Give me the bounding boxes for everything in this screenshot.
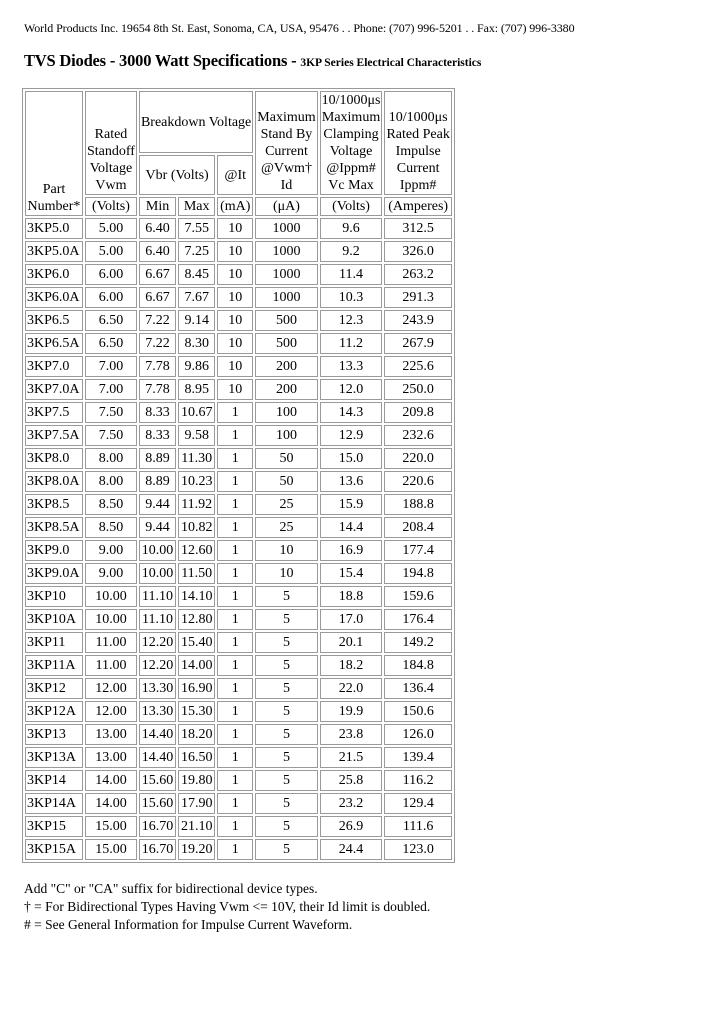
cell-clamping-voltage: 11.4 xyxy=(320,264,383,285)
cell-standby-current: 100 xyxy=(255,425,317,446)
cell-clamping-voltage: 22.0 xyxy=(320,678,383,699)
header-standby-current: Maximum Stand By Current @Vwm† Id xyxy=(255,91,317,195)
header-vbr: Vbr (Volts) xyxy=(139,155,215,195)
cell-standby-current: 500 xyxy=(255,333,317,354)
table-row xyxy=(25,724,452,745)
cell-standby-current: 5 xyxy=(255,747,317,768)
cell-standoff-voltage: 5.00 xyxy=(85,218,137,239)
cell-test-current: 10 xyxy=(217,333,253,354)
cell-vbr-max: 7.67 xyxy=(178,287,215,308)
cell-standby-current: 1000 xyxy=(255,241,317,262)
cell-standoff-voltage: 9.00 xyxy=(85,563,137,584)
cell-clamping-voltage: 11.2 xyxy=(320,333,383,354)
cell-part-number: 3KP6.5A xyxy=(25,333,83,354)
cell-vbr-max: 9.86 xyxy=(178,356,215,377)
cell-peak-current: 139.4 xyxy=(384,747,451,768)
cell-vbr-min: 6.40 xyxy=(139,241,176,262)
table-row xyxy=(25,494,452,515)
cell-test-current: 1 xyxy=(217,770,253,791)
cell-part-number: 3KP14A xyxy=(25,793,83,814)
cell-vbr-max: 11.30 xyxy=(178,448,215,469)
cell-standoff-voltage: 11.00 xyxy=(85,655,137,676)
table-row xyxy=(25,793,452,814)
cell-test-current: 10 xyxy=(217,379,253,400)
cell-vbr-min: 14.40 xyxy=(139,724,176,745)
page-title xyxy=(24,51,481,71)
cell-peak-current: 243.9 xyxy=(384,310,451,331)
cell-standby-current: 5 xyxy=(255,655,317,676)
cell-vbr-max: 7.55 xyxy=(178,218,215,239)
note-suffix: Add "C" or "CA" suffix for bidirectional device types. xyxy=(24,881,318,896)
cell-peak-current: 225.6 xyxy=(384,356,451,377)
cell-clamping-voltage: 20.1 xyxy=(320,632,383,653)
cell-clamping-voltage: 26.9 xyxy=(320,816,383,837)
cell-vbr-max: 16.50 xyxy=(178,747,215,768)
cell-test-current: 1 xyxy=(217,678,253,699)
cell-standoff-voltage: 12.00 xyxy=(85,678,137,699)
table-row xyxy=(25,356,452,377)
cell-vbr-max: 16.90 xyxy=(178,678,215,699)
cell-part-number: 3KP7.0 xyxy=(25,356,83,377)
cell-standoff-voltage: 15.00 xyxy=(85,816,137,837)
cell-part-number: 3KP7.5 xyxy=(25,402,83,423)
cell-standby-current: 5 xyxy=(255,839,317,860)
table-row xyxy=(25,333,452,354)
cell-clamping-voltage: 12.0 xyxy=(320,379,383,400)
cell-part-number: 3KP14 xyxy=(25,770,83,791)
cell-clamping-voltage: 23.2 xyxy=(320,793,383,814)
cell-vbr-max: 18.20 xyxy=(178,724,215,745)
cell-part-number: 3KP8.0A xyxy=(25,471,83,492)
cell-vbr-max: 10.82 xyxy=(178,517,215,538)
cell-vbr-max: 11.50 xyxy=(178,563,215,584)
header-it-unit: (mA) xyxy=(217,197,253,216)
cell-clamping-voltage: 15.9 xyxy=(320,494,383,515)
cell-part-number: 3KP8.5A xyxy=(25,517,83,538)
cell-vbr-min: 16.70 xyxy=(139,816,176,837)
cell-peak-current: 129.4 xyxy=(384,793,451,814)
cell-vbr-min: 15.60 xyxy=(139,793,176,814)
table-row xyxy=(25,241,452,262)
cell-clamping-voltage: 21.5 xyxy=(320,747,383,768)
cell-part-number: 3KP6.0 xyxy=(25,264,83,285)
cell-test-current: 1 xyxy=(217,839,253,860)
cell-standoff-voltage: 6.50 xyxy=(85,310,137,331)
table-row xyxy=(25,218,452,239)
cell-part-number: 3KP5.0A xyxy=(25,241,83,262)
cell-peak-current: 326.0 xyxy=(384,241,451,262)
cell-standoff-voltage: 14.00 xyxy=(85,793,137,814)
cell-vbr-max: 8.30 xyxy=(178,333,215,354)
cell-peak-current: 232.6 xyxy=(384,425,451,446)
cell-standby-current: 10 xyxy=(255,563,317,584)
cell-standoff-voltage: 6.00 xyxy=(85,287,137,308)
header-vc-unit: (Volts) xyxy=(320,197,383,216)
header-part-number: Part Number* xyxy=(25,91,83,216)
cell-peak-current: 136.4 xyxy=(384,678,451,699)
cell-test-current: 1 xyxy=(217,448,253,469)
cell-standby-current: 5 xyxy=(255,632,317,653)
cell-peak-current: 208.4 xyxy=(384,517,451,538)
cell-vbr-max: 10.67 xyxy=(178,402,215,423)
cell-clamping-voltage: 12.3 xyxy=(320,310,383,331)
cell-part-number: 3KP10 xyxy=(25,586,83,607)
cell-peak-current: 263.2 xyxy=(384,264,451,285)
cell-test-current: 1 xyxy=(217,494,253,515)
company-address: World Products Inc. 19654 8th St. East, Sonoma, CA, USA, 95476 . . Phone: (707) 996-5201 . . Fax: (707) 996-3380 xyxy=(24,21,575,35)
cell-standoff-voltage: 6.00 xyxy=(85,264,137,285)
cell-clamping-voltage: 18.2 xyxy=(320,655,383,676)
cell-standby-current: 25 xyxy=(255,517,317,538)
cell-vbr-min: 16.70 xyxy=(139,839,176,860)
cell-test-current: 1 xyxy=(217,724,253,745)
cell-standoff-voltage: 13.00 xyxy=(85,724,137,745)
cell-part-number: 3KP13 xyxy=(25,724,83,745)
cell-part-number: 3KP11 xyxy=(25,632,83,653)
cell-standoff-voltage: 7.00 xyxy=(85,356,137,377)
cell-peak-current: 184.8 xyxy=(384,655,451,676)
cell-vbr-min: 8.33 xyxy=(139,402,176,423)
cell-vbr-min: 12.20 xyxy=(139,655,176,676)
cell-test-current: 1 xyxy=(217,609,253,630)
specifications-table xyxy=(22,88,455,863)
cell-clamping-voltage: 12.9 xyxy=(320,425,383,446)
title-main: TVS Diodes - 3000 Watt Specifications - xyxy=(24,51,301,70)
cell-test-current: 10 xyxy=(217,310,253,331)
cell-clamping-voltage: 16.9 xyxy=(320,540,383,561)
title-subtitle: 3KP Series Electrical Characteristics xyxy=(300,57,482,69)
cell-standby-current: 50 xyxy=(255,448,317,469)
cell-part-number: 3KP8.0 xyxy=(25,448,83,469)
cell-part-number: 3KP12A xyxy=(25,701,83,722)
cell-standoff-voltage: 8.50 xyxy=(85,494,137,515)
cell-test-current: 1 xyxy=(217,816,253,837)
table-row xyxy=(25,563,452,584)
cell-standoff-voltage: 15.00 xyxy=(85,839,137,860)
header-test-current: @It xyxy=(217,155,253,195)
table-row xyxy=(25,287,452,308)
cell-vbr-min: 13.30 xyxy=(139,678,176,699)
cell-vbr-min: 9.44 xyxy=(139,494,176,515)
cell-vbr-max: 9.58 xyxy=(178,425,215,446)
cell-standby-current: 50 xyxy=(255,471,317,492)
cell-standoff-voltage: 5.00 xyxy=(85,241,137,262)
cell-standoff-voltage: 7.50 xyxy=(85,402,137,423)
cell-test-current: 1 xyxy=(217,632,253,653)
cell-test-current: 10 xyxy=(217,264,253,285)
cell-peak-current: 188.8 xyxy=(384,494,451,515)
cell-vbr-min: 6.67 xyxy=(139,264,176,285)
cell-peak-current: 267.9 xyxy=(384,333,451,354)
cell-vbr-min: 8.89 xyxy=(139,448,176,469)
header-max: Max xyxy=(178,197,215,216)
cell-standoff-voltage: 8.00 xyxy=(85,448,137,469)
table-row xyxy=(25,747,452,768)
cell-vbr-min: 15.60 xyxy=(139,770,176,791)
header-vwm-unit: (Volts) xyxy=(85,197,137,216)
cell-vbr-min: 9.44 xyxy=(139,517,176,538)
cell-test-current: 1 xyxy=(217,402,253,423)
cell-vbr-max: 12.60 xyxy=(178,540,215,561)
cell-standby-current: 5 xyxy=(255,609,317,630)
cell-clamping-voltage: 14.3 xyxy=(320,402,383,423)
cell-peak-current: 150.6 xyxy=(384,701,451,722)
cell-vbr-max: 12.80 xyxy=(178,609,215,630)
cell-peak-current: 220.0 xyxy=(384,448,451,469)
cell-standoff-voltage: 12.00 xyxy=(85,701,137,722)
cell-standoff-voltage: 7.00 xyxy=(85,379,137,400)
cell-vbr-min: 14.40 xyxy=(139,747,176,768)
cell-peak-current: 312.5 xyxy=(384,218,451,239)
cell-vbr-min: 7.22 xyxy=(139,333,176,354)
cell-standby-current: 5 xyxy=(255,724,317,745)
table-row xyxy=(25,678,452,699)
cell-test-current: 1 xyxy=(217,793,253,814)
cell-standby-current: 5 xyxy=(255,793,317,814)
cell-peak-current: 123.0 xyxy=(384,839,451,860)
footnotes xyxy=(24,880,430,934)
table-row xyxy=(25,655,452,676)
cell-clamping-voltage: 15.0 xyxy=(320,448,383,469)
cell-test-current: 1 xyxy=(217,747,253,768)
table-row xyxy=(25,471,452,492)
cell-clamping-voltage: 24.4 xyxy=(320,839,383,860)
cell-standoff-voltage: 14.00 xyxy=(85,770,137,791)
cell-part-number: 3KP5.0 xyxy=(25,218,83,239)
cell-clamping-voltage: 9.6 xyxy=(320,218,383,239)
cell-standby-current: 5 xyxy=(255,816,317,837)
cell-test-current: 1 xyxy=(217,425,253,446)
cell-vbr-min: 7.78 xyxy=(139,379,176,400)
cell-vbr-max: 19.80 xyxy=(178,770,215,791)
cell-standoff-voltage: 8.00 xyxy=(85,471,137,492)
cell-vbr-max: 8.95 xyxy=(178,379,215,400)
cell-clamping-voltage: 15.4 xyxy=(320,563,383,584)
cell-vbr-max: 7.25 xyxy=(178,241,215,262)
cell-vbr-max: 14.00 xyxy=(178,655,215,676)
cell-part-number: 3KP15 xyxy=(25,816,83,837)
cell-standby-current: 200 xyxy=(255,356,317,377)
cell-vbr-max: 19.20 xyxy=(178,839,215,860)
cell-peak-current: 159.6 xyxy=(384,586,451,607)
table-row xyxy=(25,264,452,285)
header-peak-impulse-current: 10/1000μs Rated Peak Impulse Current Ippm# xyxy=(384,91,451,195)
cell-vbr-max: 17.90 xyxy=(178,793,215,814)
cell-standoff-voltage: 13.00 xyxy=(85,747,137,768)
cell-test-current: 10 xyxy=(217,356,253,377)
cell-peak-current: 209.8 xyxy=(384,402,451,423)
cell-vbr-min: 10.00 xyxy=(139,540,176,561)
cell-part-number: 3KP12 xyxy=(25,678,83,699)
cell-standby-current: 1000 xyxy=(255,264,317,285)
cell-part-number: 3KP6.5 xyxy=(25,310,83,331)
table-row xyxy=(25,770,452,791)
cell-test-current: 1 xyxy=(217,655,253,676)
cell-peak-current: 220.6 xyxy=(384,471,451,492)
cell-vbr-min: 11.10 xyxy=(139,609,176,630)
cell-vbr-min: 12.20 xyxy=(139,632,176,653)
cell-peak-current: 126.0 xyxy=(384,724,451,745)
cell-test-current: 1 xyxy=(217,517,253,538)
cell-part-number: 3KP8.5 xyxy=(25,494,83,515)
table-row xyxy=(25,839,452,860)
table-row xyxy=(25,448,452,469)
cell-clamping-voltage: 18.8 xyxy=(320,586,383,607)
cell-peak-current: 176.4 xyxy=(384,609,451,630)
table-row xyxy=(25,402,452,423)
table-row xyxy=(25,816,452,837)
cell-test-current: 10 xyxy=(217,241,253,262)
cell-peak-current: 149.2 xyxy=(384,632,451,653)
cell-peak-current: 194.8 xyxy=(384,563,451,584)
cell-standoff-voltage: 10.00 xyxy=(85,586,137,607)
cell-vbr-max: 11.92 xyxy=(178,494,215,515)
cell-standoff-voltage: 10.00 xyxy=(85,609,137,630)
cell-clamping-voltage: 19.9 xyxy=(320,701,383,722)
note-bidirectional: † = For Bidirectional Types Having Vwm <= 10V, their Id limit is doubled. xyxy=(24,899,431,914)
cell-test-current: 1 xyxy=(217,586,253,607)
cell-test-current: 1 xyxy=(217,540,253,561)
cell-vbr-max: 15.30 xyxy=(178,701,215,722)
cell-clamping-voltage: 13.6 xyxy=(320,471,383,492)
cell-standoff-voltage: 7.50 xyxy=(85,425,137,446)
cell-part-number: 3KP9.0 xyxy=(25,540,83,561)
cell-standoff-voltage: 8.50 xyxy=(85,517,137,538)
cell-test-current: 10 xyxy=(217,218,253,239)
cell-part-number: 3KP7.0A xyxy=(25,379,83,400)
cell-standoff-voltage: 6.50 xyxy=(85,333,137,354)
table-body xyxy=(25,218,452,860)
cell-clamping-voltage: 10.3 xyxy=(320,287,383,308)
cell-standby-current: 10 xyxy=(255,540,317,561)
cell-vbr-min: 8.89 xyxy=(139,471,176,492)
cell-clamping-voltage: 17.0 xyxy=(320,609,383,630)
cell-standby-current: 500 xyxy=(255,310,317,331)
cell-peak-current: 250.0 xyxy=(384,379,451,400)
cell-part-number: 3KP11A xyxy=(25,655,83,676)
cell-clamping-voltage: 13.3 xyxy=(320,356,383,377)
table-row xyxy=(25,379,452,400)
table-row xyxy=(25,586,452,607)
cell-part-number: 3KP9.0A xyxy=(25,563,83,584)
cell-standby-current: 25 xyxy=(255,494,317,515)
table-row xyxy=(25,517,452,538)
cell-vbr-max: 14.10 xyxy=(178,586,215,607)
header-breakdown-voltage: Breakdown Voltage xyxy=(139,91,253,153)
cell-clamping-voltage: 14.4 xyxy=(320,517,383,538)
cell-standoff-voltage: 9.00 xyxy=(85,540,137,561)
cell-vbr-min: 8.33 xyxy=(139,425,176,446)
header-ippm-unit: (Amperes) xyxy=(384,197,451,216)
cell-vbr-max: 15.40 xyxy=(178,632,215,653)
cell-standby-current: 5 xyxy=(255,701,317,722)
cell-vbr-min: 6.67 xyxy=(139,287,176,308)
cell-peak-current: 291.3 xyxy=(384,287,451,308)
cell-peak-current: 116.2 xyxy=(384,770,451,791)
cell-standby-current: 200 xyxy=(255,379,317,400)
cell-test-current: 10 xyxy=(217,287,253,308)
cell-part-number: 3KP10A xyxy=(25,609,83,630)
cell-vbr-max: 8.45 xyxy=(178,264,215,285)
cell-part-number: 3KP15A xyxy=(25,839,83,860)
cell-vbr-min: 6.40 xyxy=(139,218,176,239)
cell-standby-current: 1000 xyxy=(255,287,317,308)
cell-clamping-voltage: 25.8 xyxy=(320,770,383,791)
table-row xyxy=(25,632,452,653)
table-row xyxy=(25,540,452,561)
cell-standoff-voltage: 11.00 xyxy=(85,632,137,653)
cell-standby-current: 100 xyxy=(255,402,317,423)
cell-vbr-max: 10.23 xyxy=(178,471,215,492)
header-clamping-voltage: 10/1000μs Maximum Clamping Voltage @Ippm# Vc Max xyxy=(321,93,381,193)
cell-vbr-min: 13.30 xyxy=(139,701,176,722)
table-row xyxy=(25,310,452,331)
note-waveform: # = See General Information for Impulse Current Waveform. xyxy=(24,917,353,932)
cell-vbr-min: 10.00 xyxy=(139,563,176,584)
cell-part-number: 3KP7.5A xyxy=(25,425,83,446)
cell-peak-current: 111.6 xyxy=(384,816,451,837)
header-id-unit: (μA) xyxy=(255,197,317,216)
cell-standby-current: 1000 xyxy=(255,218,317,239)
header-min: Min xyxy=(139,197,176,216)
header-standoff-voltage: Rated Standoff Voltage Vwm xyxy=(85,91,137,195)
cell-test-current: 1 xyxy=(217,701,253,722)
cell-vbr-min: 7.78 xyxy=(139,356,176,377)
cell-vbr-min: 7.22 xyxy=(139,310,176,331)
cell-vbr-max: 21.10 xyxy=(178,816,215,837)
cell-standby-current: 5 xyxy=(255,770,317,791)
cell-part-number: 3KP6.0A xyxy=(25,287,83,308)
cell-clamping-voltage: 9.2 xyxy=(320,241,383,262)
cell-peak-current: 177.4 xyxy=(384,540,451,561)
table-row xyxy=(25,609,452,630)
cell-vbr-max: 9.14 xyxy=(178,310,215,331)
cell-vbr-min: 11.10 xyxy=(139,586,176,607)
cell-clamping-voltage: 23.8 xyxy=(320,724,383,745)
cell-standby-current: 5 xyxy=(255,586,317,607)
cell-test-current: 1 xyxy=(217,471,253,492)
cell-test-current: 1 xyxy=(217,563,253,584)
table-row xyxy=(25,701,452,722)
table-row xyxy=(25,425,452,446)
cell-part-number: 3KP13A xyxy=(25,747,83,768)
cell-standby-current: 5 xyxy=(255,678,317,699)
